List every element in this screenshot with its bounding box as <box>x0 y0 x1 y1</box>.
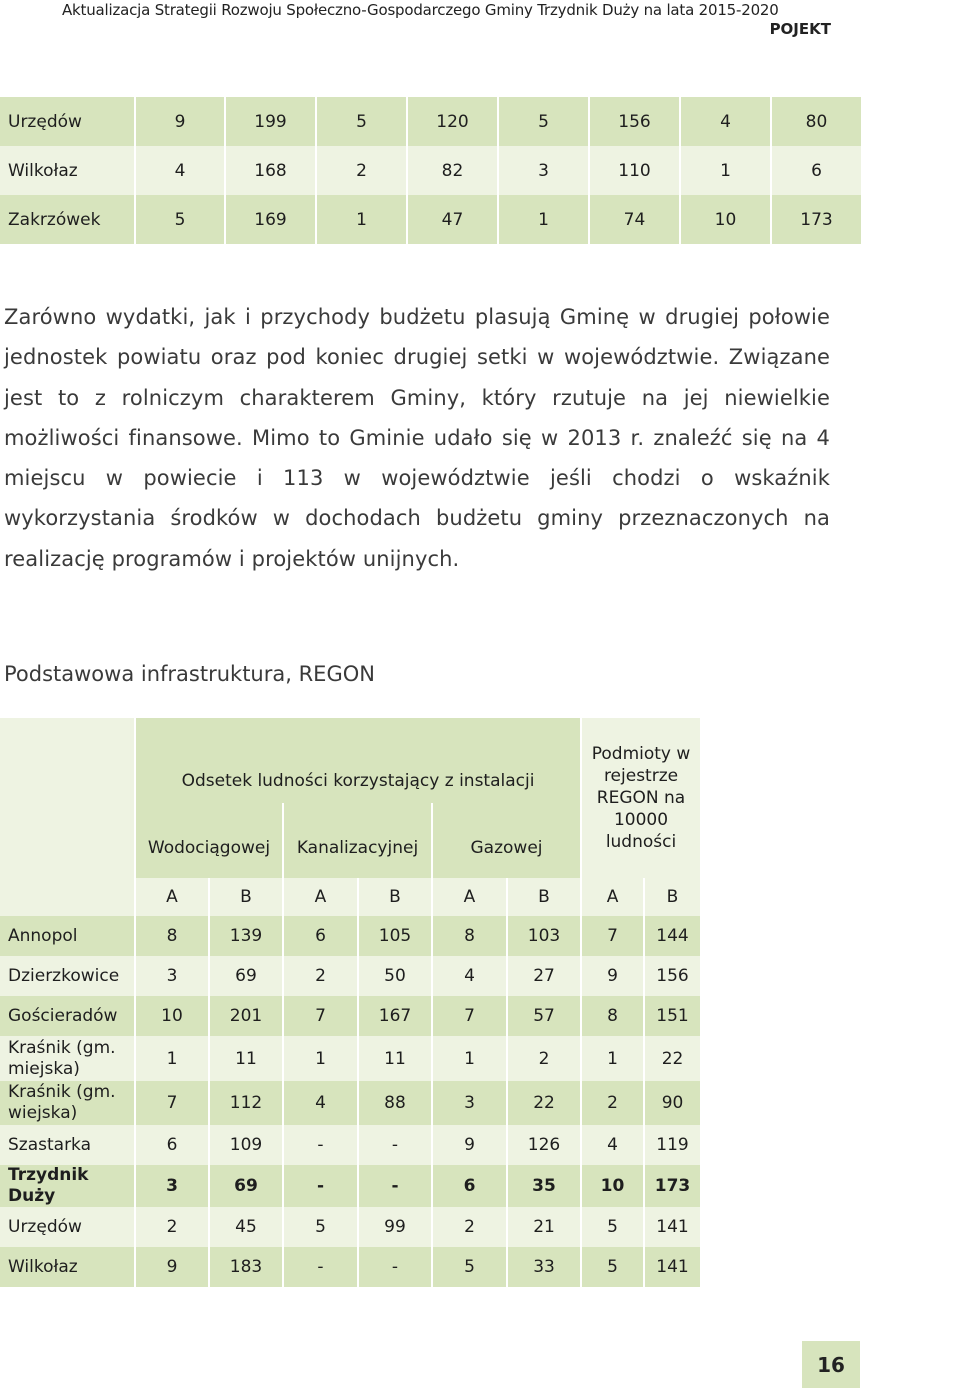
table-cell: 7 <box>135 1081 209 1125</box>
table-cell: 144 <box>644 916 701 956</box>
table-cell: 6 <box>283 916 358 956</box>
ab-cell: B <box>209 878 283 916</box>
table-cell: 168 <box>225 146 316 195</box>
table-cell: 21 <box>507 1207 581 1247</box>
table-cell: 105 <box>358 916 432 956</box>
subheader-water: Wodociągowej <box>135 803 283 878</box>
table-cell: 1 <box>680 146 771 195</box>
row-name-cell: Szastarka <box>0 1125 135 1165</box>
table-cell: 7 <box>581 916 644 956</box>
table-cell: - <box>358 1165 432 1207</box>
table-row <box>0 1165 701 1207</box>
table-cell: - <box>358 1125 432 1165</box>
document-title: Aktualizacja Strategii Rozwoju Społeczno-Gospodarczego Gminy Trzydnik Duży na lata 2015-2020 <box>62 1 779 19</box>
paragraph-line: miejscu w powiecie i 113 w województwie jeśli chodzi o wskaźnik <box>4 466 830 491</box>
table-cell: 5 <box>135 195 225 244</box>
row-name-cell: Kraśnik (gm. miejska) <box>0 1036 135 1081</box>
table-cell: 2 <box>316 146 407 195</box>
table-cell: 2 <box>135 1207 209 1247</box>
table-cell: 6 <box>135 1125 209 1165</box>
table-cell: 2 <box>283 956 358 996</box>
table-row <box>0 97 862 146</box>
table-cell: - <box>283 1165 358 1207</box>
row-name-cell: Wilkołaz <box>0 1247 135 1287</box>
table-cell: 22 <box>644 1036 701 1081</box>
table-cell: 47 <box>407 195 498 244</box>
table-cell: 4 <box>680 97 771 146</box>
table-cell: 167 <box>358 996 432 1036</box>
table-cell: 120 <box>407 97 498 146</box>
table-cell: 6 <box>771 146 862 195</box>
table-cell: 5 <box>432 1247 507 1287</box>
table-row <box>0 1036 701 1081</box>
table-cell: - <box>358 1247 432 1287</box>
paragraph-line: jest to z rolniczym charakterem Gminy, który rzutuje na jej niewielkie <box>4 385 830 410</box>
table-row <box>0 996 701 1036</box>
table-cell: 3 <box>135 956 209 996</box>
row-name-cell: Wilkołaz <box>0 146 135 195</box>
table-cell: 183 <box>209 1247 283 1287</box>
table-cell: 173 <box>771 195 862 244</box>
row-name-cell: Annopol <box>0 916 135 956</box>
table-row <box>0 1247 701 1287</box>
table-cell: 1 <box>316 195 407 244</box>
table-cell: 5 <box>498 97 589 146</box>
table-cell: 6 <box>432 1165 507 1207</box>
table-row <box>0 1207 701 1247</box>
table-row <box>0 916 701 956</box>
table-cell: 139 <box>209 916 283 956</box>
ab-header-row <box>0 878 701 916</box>
table-cell: 9 <box>135 1247 209 1287</box>
ab-cell: A <box>581 878 644 916</box>
table-cell: 11 <box>209 1036 283 1081</box>
group-header: Odsetek ludności korzystający z instalacji <box>135 718 581 803</box>
table-cell: 5 <box>581 1247 644 1287</box>
table-cell: 3 <box>498 146 589 195</box>
table-cell: 109 <box>209 1125 283 1165</box>
table-cell: 1 <box>498 195 589 244</box>
table-cell: 2 <box>432 1207 507 1247</box>
table-cell: 151 <box>644 996 701 1036</box>
table-cell: 80 <box>771 97 862 146</box>
ab-empty-cell <box>0 878 135 916</box>
table-row <box>0 1081 701 1125</box>
table-row <box>0 195 862 244</box>
table-cell: 7 <box>432 996 507 1036</box>
table-cell: 201 <box>209 996 283 1036</box>
subheader-sewage: Kanalizacyjnej <box>283 803 432 878</box>
paragraph-line: jednostek powiatu oraz pod koniec drugiej setki w województwie. Związane <box>4 345 830 370</box>
table-cell: 112 <box>209 1081 283 1125</box>
page-number: 16 <box>802 1341 860 1388</box>
table-cell: 57 <box>507 996 581 1036</box>
table-cell: 141 <box>644 1207 701 1247</box>
ab-cell: A <box>283 878 358 916</box>
table-cell: 10 <box>680 195 771 244</box>
table-cell: 126 <box>507 1125 581 1165</box>
table-cell: 169 <box>225 195 316 244</box>
table-cell: 9 <box>432 1125 507 1165</box>
table-cell: 199 <box>225 97 316 146</box>
table-cell: 50 <box>358 956 432 996</box>
table-cell: 90 <box>644 1081 701 1125</box>
table-cell: 2 <box>507 1036 581 1081</box>
row-name-cell: Dzierzkowice <box>0 956 135 996</box>
table-row <box>0 146 862 195</box>
section-title: Podstawowa infrastruktura, REGON <box>4 662 375 686</box>
table-cell: 156 <box>589 97 680 146</box>
table-cell: 7 <box>283 996 358 1036</box>
table-cell: 99 <box>358 1207 432 1247</box>
table-cell: 5 <box>581 1207 644 1247</box>
table-cell: 141 <box>644 1247 701 1287</box>
table-cell: 22 <box>507 1081 581 1125</box>
table-cell: 119 <box>644 1125 701 1165</box>
table-cell: 8 <box>581 996 644 1036</box>
table-cell: 1 <box>283 1036 358 1081</box>
table-cell: 8 <box>432 916 507 956</box>
table-cell: 1 <box>581 1036 644 1081</box>
table-cell: 5 <box>316 97 407 146</box>
table-cell: 3 <box>432 1081 507 1125</box>
table-cell: 35 <box>507 1165 581 1207</box>
table-cell: 1 <box>432 1036 507 1081</box>
table-cell: 4 <box>581 1125 644 1165</box>
table-cell: 9 <box>135 97 225 146</box>
table-cell: 82 <box>407 146 498 195</box>
header-empty-cell <box>0 718 135 878</box>
table-cell: 3 <box>135 1165 209 1207</box>
table-cell: - <box>283 1125 358 1165</box>
ab-cell: A <box>135 878 209 916</box>
table-cell: 27 <box>507 956 581 996</box>
paragraph-line: wykorzystania środków w dochodach budżetu gminy przeznaczonych na <box>4 506 830 531</box>
document-status: POJEKT <box>769 20 831 38</box>
subheader-gas: Gazowej <box>432 803 581 878</box>
table-cell: 103 <box>507 916 581 956</box>
table-row <box>0 1125 701 1165</box>
table-cell: 4 <box>135 146 225 195</box>
table-cell: 45 <box>209 1207 283 1247</box>
table-cell: 69 <box>209 956 283 996</box>
table-cell: 173 <box>644 1165 701 1207</box>
table-cell: 33 <box>507 1247 581 1287</box>
row-name-cell: Kraśnik (gm. wiejska) <box>0 1081 135 1125</box>
paragraph-line: realizację programów i projektów unijnych. <box>4 546 460 571</box>
table-cell: 11 <box>358 1036 432 1081</box>
ab-cell: B <box>507 878 581 916</box>
row-name-cell: Trzydnik Duży <box>0 1165 135 1207</box>
table-cell: 88 <box>358 1081 432 1125</box>
table-cell: 4 <box>283 1081 358 1125</box>
table-row <box>0 956 701 996</box>
row-name-cell: Urzędów <box>0 97 135 146</box>
row-name-cell: Zakrzówek <box>0 195 135 244</box>
row-name-cell: Urzędów <box>0 1207 135 1247</box>
ab-cell: B <box>358 878 432 916</box>
infrastructure-table <box>0 718 702 1287</box>
table-cell: 9 <box>581 956 644 996</box>
ab-cell: B <box>644 878 701 916</box>
table-cell: 110 <box>589 146 680 195</box>
table-cell: 8 <box>135 916 209 956</box>
paragraph-line: możliwości finansowe. Mimo to Gminie udało się w 2013 r. znaleźć się na 4 <box>4 425 830 450</box>
table-cell: 10 <box>135 996 209 1036</box>
row-name-cell: Gościeradów <box>0 996 135 1036</box>
budget-ranking-table <box>0 97 863 244</box>
paragraph-line: Zarówno wydatki, jak i przychody budżetu plasują Gminę w drugiej połowie <box>4 305 830 329</box>
table-cell: - <box>283 1247 358 1287</box>
table-cell: 74 <box>589 195 680 244</box>
table-cell: 156 <box>644 956 701 996</box>
table-cell: 1 <box>135 1036 209 1081</box>
table-cell: 10 <box>581 1165 644 1207</box>
regon-header: Podmioty w rejestrze REGON na 10000 ludności <box>581 718 701 878</box>
table-cell: 4 <box>432 956 507 996</box>
ab-cell: A <box>432 878 507 916</box>
budget-paragraph <box>4 297 830 579</box>
table-cell: 69 <box>209 1165 283 1207</box>
table-cell: 5 <box>283 1207 358 1247</box>
table-cell: 2 <box>581 1081 644 1125</box>
